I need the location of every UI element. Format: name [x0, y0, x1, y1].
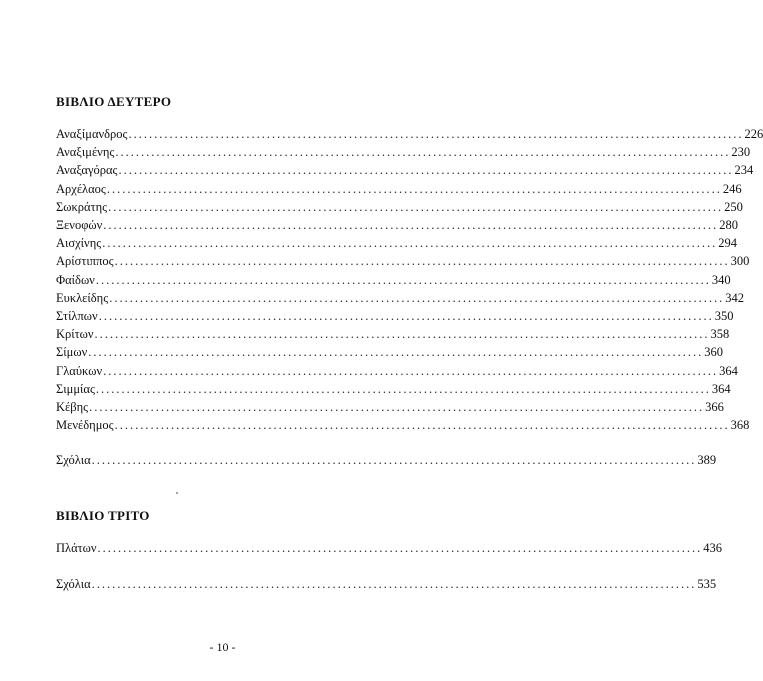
dot-leader: ........................................................................................................................ [95, 272, 711, 287]
dot-leader: ........................................................................................................................ [114, 254, 730, 269]
book2-entry [56, 272, 731, 289]
book2-entry [56, 162, 754, 179]
print-speck [176, 492, 178, 494]
book2-entry [56, 326, 730, 343]
entry-page-number: 234 [734, 163, 754, 178]
entry-title: Αισχίνης [56, 236, 102, 251]
entry-title: Αναξίμανδρος [56, 127, 128, 141]
page-number-footer: - 10 - [209, 640, 236, 654]
book2-entry [56, 290, 744, 307]
entry-title: Κέβης [56, 400, 89, 414]
entry-title: Σωκράτης [56, 199, 108, 214]
book2-entry [56, 417, 750, 434]
book3-heading: ΒΙΒΛΙΟ ΤΡΙΤΟ [56, 508, 150, 523]
entry-page-number: 360 [704, 345, 723, 360]
entry-title: Ευκλείδης [56, 290, 109, 305]
book2-entry [56, 344, 723, 361]
book2-entry [56, 181, 742, 198]
book2-entry [56, 363, 738, 380]
entry-title: Σιμμίας [56, 381, 95, 396]
book2-entry [56, 126, 763, 143]
entry-title: Σχόλια [56, 577, 91, 591]
entry-title: Σίμων [56, 345, 88, 360]
book2-entry [56, 308, 734, 325]
dot-leader: ........................................................................................................................ [95, 381, 711, 396]
book2-heading: ΒΙΒΛΙΟ ΔΕΥΤΕΡΟ [56, 94, 172, 109]
entry-title: Ξενοφών [56, 218, 103, 232]
dot-leader: ........................................................................................................................ [115, 145, 731, 160]
entry-page-number: 389 [697, 453, 717, 467]
entry-page-number: 230 [731, 145, 751, 160]
entry-page-number: 366 [705, 400, 724, 414]
entry-title: Γλαύκων [56, 363, 103, 378]
entry-title: Κρίτων [56, 327, 94, 342]
book2-entry [56, 144, 751, 161]
entry-page-number: 436 [703, 541, 723, 555]
book2-entry [56, 381, 731, 398]
entry-page-number: 364 [719, 363, 738, 378]
entry-title: Πλάτων [56, 541, 97, 555]
entry-page-number: 364 [711, 381, 731, 396]
entry-page-number: 535 [697, 577, 717, 591]
dot-leader: ........................................................................................................................ [98, 309, 714, 323]
entry-page-number: 368 [730, 418, 750, 433]
entry-title: Μενέδημος [56, 418, 114, 433]
dot-leader: ...................................................................................................................... [91, 577, 697, 591]
entry-page-number: 246 [722, 181, 742, 196]
dot-leader: ........................................................................................................................ [88, 345, 704, 360]
entry-title: Αναξαγόρας [56, 163, 118, 178]
dot-leader: ........................................................................................................................ [114, 418, 730, 433]
entry-title: Φαίδων [56, 272, 95, 287]
book2-entry [56, 199, 743, 216]
book2-entry [56, 399, 724, 416]
dot-leader: ........................................................................................................................ [108, 199, 724, 214]
book2-entry [56, 253, 750, 270]
book2-entry [56, 217, 739, 234]
dot-leader: ........................................................................................................................ [128, 127, 744, 141]
book2-entry [56, 235, 737, 252]
entry-page-number: 342 [725, 290, 744, 305]
dot-leader: ...................................................................................................................... [91, 453, 697, 467]
entry-page-number: 280 [719, 218, 739, 232]
dot-leader: ........................................................................................................................ [106, 181, 722, 196]
dot-leader: ........................................................................................................................ [89, 400, 705, 414]
entry-page-number: 340 [711, 272, 731, 287]
entry-page-number: 300 [730, 254, 750, 269]
book3-entry [56, 540, 723, 557]
dot-leader: ........................................................................................................................ [94, 327, 710, 342]
dot-leader: ........................................................................................................................ [103, 363, 719, 378]
entry-page-number: 226 [744, 127, 763, 141]
entry-page-number: 250 [724, 199, 743, 214]
entry-page-number: 350 [714, 309, 734, 323]
entry-page-number: 294 [718, 236, 737, 251]
dot-leader: ........................................................................................................................ [109, 290, 725, 305]
entry-title: Αρχέλαος [56, 181, 106, 196]
dot-leader: ........................................................................................................................ [103, 218, 719, 232]
entry-title: Αρίστιππος [56, 254, 114, 269]
dot-leader: ........................................................................................................................ [118, 163, 734, 178]
book3-notes-entry [56, 576, 717, 593]
entry-title: Αναξιμένης [56, 145, 115, 160]
entry-title: Στίλπων [56, 309, 98, 323]
dot-leader: ........................................................................................................................ [102, 236, 718, 251]
dot-leader: ...................................................................................................................... [97, 541, 703, 555]
book2-notes-entry [56, 452, 717, 469]
entry-title: Σχόλια [56, 453, 91, 467]
entry-page-number: 358 [710, 327, 730, 342]
